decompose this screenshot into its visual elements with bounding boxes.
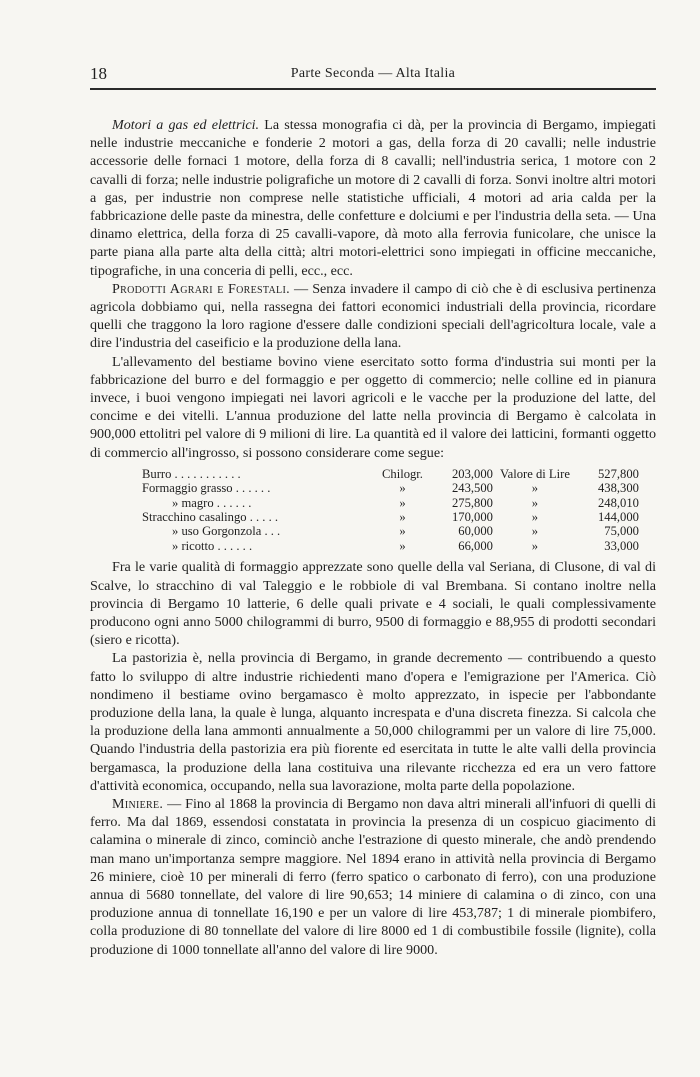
section-lead-prodotti: Prodotti Agrari e Forestali. <box>112 280 290 297</box>
quantity-unit: » <box>399 495 406 510</box>
paragraph-prodotti <box>90 280 656 353</box>
product-name: » uso Gorgonzola . . . <box>172 524 281 539</box>
page-number: 18 <box>90 64 107 83</box>
value-unit: » <box>531 481 539 496</box>
table-row <box>142 539 639 553</box>
dairy-production-table <box>142 467 639 553</box>
value-unit: » <box>531 524 539 539</box>
table-row <box>142 510 639 524</box>
table-row <box>142 524 639 538</box>
value-amount: 527,800 <box>598 466 639 481</box>
product-name: » ricotto . . . . . . <box>172 538 253 553</box>
paragraph-allevamento: L'allevamento del bestiame bovino viene esercitato sotto forma d'industria sui monti per la fabbricazione del burro e del formaggio e per oggetto di commercio; nelle colline ed in pianura invece, i buoi vengono impiegati nei lavori agricoli e le vacche per la produzione del latte, del concime e dei vitelli. L'annua produzione del latte nella provincia di Bergamo è calcolata in 900,000 ettolitri pel valore di 9 milioni di lire. La quantità ed il valore dei latticini, formanti oggetto di commercio all'ingrosso, si possono considerare come segue: <box>90 353 656 461</box>
section-lead-motori: Motori a gas ed elettrici. <box>112 117 260 133</box>
quantity-value: 275,800 <box>452 495 493 510</box>
quantity-value: 60,000 <box>458 524 493 539</box>
quantity-value: 243,500 <box>452 481 493 496</box>
value-amount: 75,000 <box>604 524 639 539</box>
quantity-unit: Chilogr. <box>382 466 423 481</box>
paragraph-text: — Fino al 1868 la provincia di Bergamo non dava altri minerali all'infuori di quelli di ferro. Ma dal 1869, essendosi constatata in provincia la presenza di un cospicuo giacimento di calamina o minerale di zinco, cominciò anche l'estrazione di questo minerale, che andò prendendo man mano un'importanza sempre maggiore. Nel 1894 erano in attività nella provincia di Bergamo 26 miniere, cioè 10 per minerali di ferro (ferro spatico o carbonato di ferro), con una produzione annua di 5680 tonnellate, del valore di lire 90,653; 14 miniere di calamina o di zinco, con una produzione annua di tonnellate 16,190 e per un valore di lire 453,787; 1 di minerale piombifero, colla produzione di 80 tonnellate del valore di lire 8000 ed 1 di combustibile fossile (lignite), colla produzione di 1000 tonnellate all'anno del valore di lire 9000. <box>90 795 656 958</box>
paragraph-text: — Senza invadere il campo di ciò che è di esclusiva pertinenza agricola dobbiamo qui, nella rassegna dei fattori economici industriali della provincia, ricordare quelli che traggono la loro ragione d'essere dalle condizioni speciali dell'agricoltura locale, vale a dire l'industria del caseificio e la produzione della lana. <box>90 280 657 352</box>
running-title: Parte Seconda — Alta Italia <box>290 66 456 81</box>
product-name: » magro . . . . . . <box>172 495 252 510</box>
quantity-unit: » <box>399 524 406 539</box>
paragraph-miniere <box>90 795 656 959</box>
value-amount: 248,010 <box>598 495 639 510</box>
quantity-value: 66,000 <box>458 538 493 553</box>
value-unit: » <box>531 495 539 510</box>
value-amount: 438,300 <box>598 481 639 496</box>
quantity-unit: » <box>399 538 406 553</box>
value-unit: » <box>531 510 539 525</box>
table-row <box>142 496 639 510</box>
page-header <box>90 64 656 90</box>
quantity-value: 203,000 <box>452 466 493 481</box>
quantity-value: 170,000 <box>452 510 493 525</box>
quantity-unit: » <box>399 510 406 525</box>
quantity-unit: » <box>399 481 406 496</box>
product-name: Stracchino casalingo . . . . . <box>142 510 279 525</box>
value-unit: Valore di Lire <box>499 466 570 481</box>
product-name: Formaggio grasso . . . . . . <box>142 481 271 496</box>
value-amount: 33,000 <box>604 538 639 553</box>
section-lead-miniere: Miniere. <box>112 795 164 812</box>
paragraph-text: La stessa monografia ci dà, per la provincia di Bergamo, impiegati nelle industrie meccaniche e fonderie 2 motori a gas, della forza di 20 cavalli; nelle industrie accessorie delle fornaci 1 motore, della forza di 8 cavalli; nell'industria serica, 1 motore con 2 cavalli di forza; nelle industrie poligrafiche un motore di 2 cavalli di forza. Sonvi inoltre altri motori a gas, per industrie non comprese nelle statistiche ufficiali, 4 motori ad aria calda per la fabbricazione delle paste da minestra, delle confetture e dolciumi e per l'industria della seta. — Una dinamo elettrica, della forza di 25 cavalli-vapore, dà moto alla ferrovia funicolare, che unisce la parte piana alla parte alta della città; altri motori-elettrici sono impiegati in officine meccaniche, tipografiche, in una conceria di pelli, ecc., ecc. <box>90 117 656 279</box>
paragraph-pastorizia: La pastorizia è, nella provincia di Bergamo, in grande decremento — contribuendo a questo fatto lo sviluppo di altre industrie richiedenti mano d'opera e l'emigrazione per l'America. Ciò nondimeno il bestiame ovino bergamasco è molto apprezzato, in ispecie per l'abbondante produzione della lana, la quale è lunga, alquanto increspata e d'una discreta finezza. Si calcola che la produzione della lana ammonti annualmente a 50,000 chilogrammi per un valore di lire 75,000. Quando l'industria della pastorizia era più fiorente ed esercitata in tutte le alte valli della provincia bergamasca, la produzione della lana costituiva una rilevante ricchezza ed era un vero fattore d'attività economica, occupando, nella sua lavorazione, molta parte della popolazione. <box>90 650 656 794</box>
product-name: Burro . . . . . . . . . . . <box>142 466 241 481</box>
table-row <box>142 467 639 481</box>
value-amount: 144,000 <box>598 510 639 525</box>
paragraph-motori <box>90 116 656 280</box>
paragraph-formaggi: Fra le varie qualità di formaggio apprezzate sono quelle della val Seriana, di Clusone, di val di Scalve, lo stracchino di val Taleggio e le robbiole di val Brembana. Si contano inoltre nella provincia di Bergamo 10 latterie, 6 delle quali private e 4 sociali, le quali complessivamente producono ogni anno 5000 chilogrammi di burro, 9500 di formaggio e 88,955 di prodotti secondari (siero e ricotta). <box>90 559 656 649</box>
value-unit: » <box>531 538 539 553</box>
page-body <box>90 116 656 959</box>
table-row <box>142 481 639 495</box>
